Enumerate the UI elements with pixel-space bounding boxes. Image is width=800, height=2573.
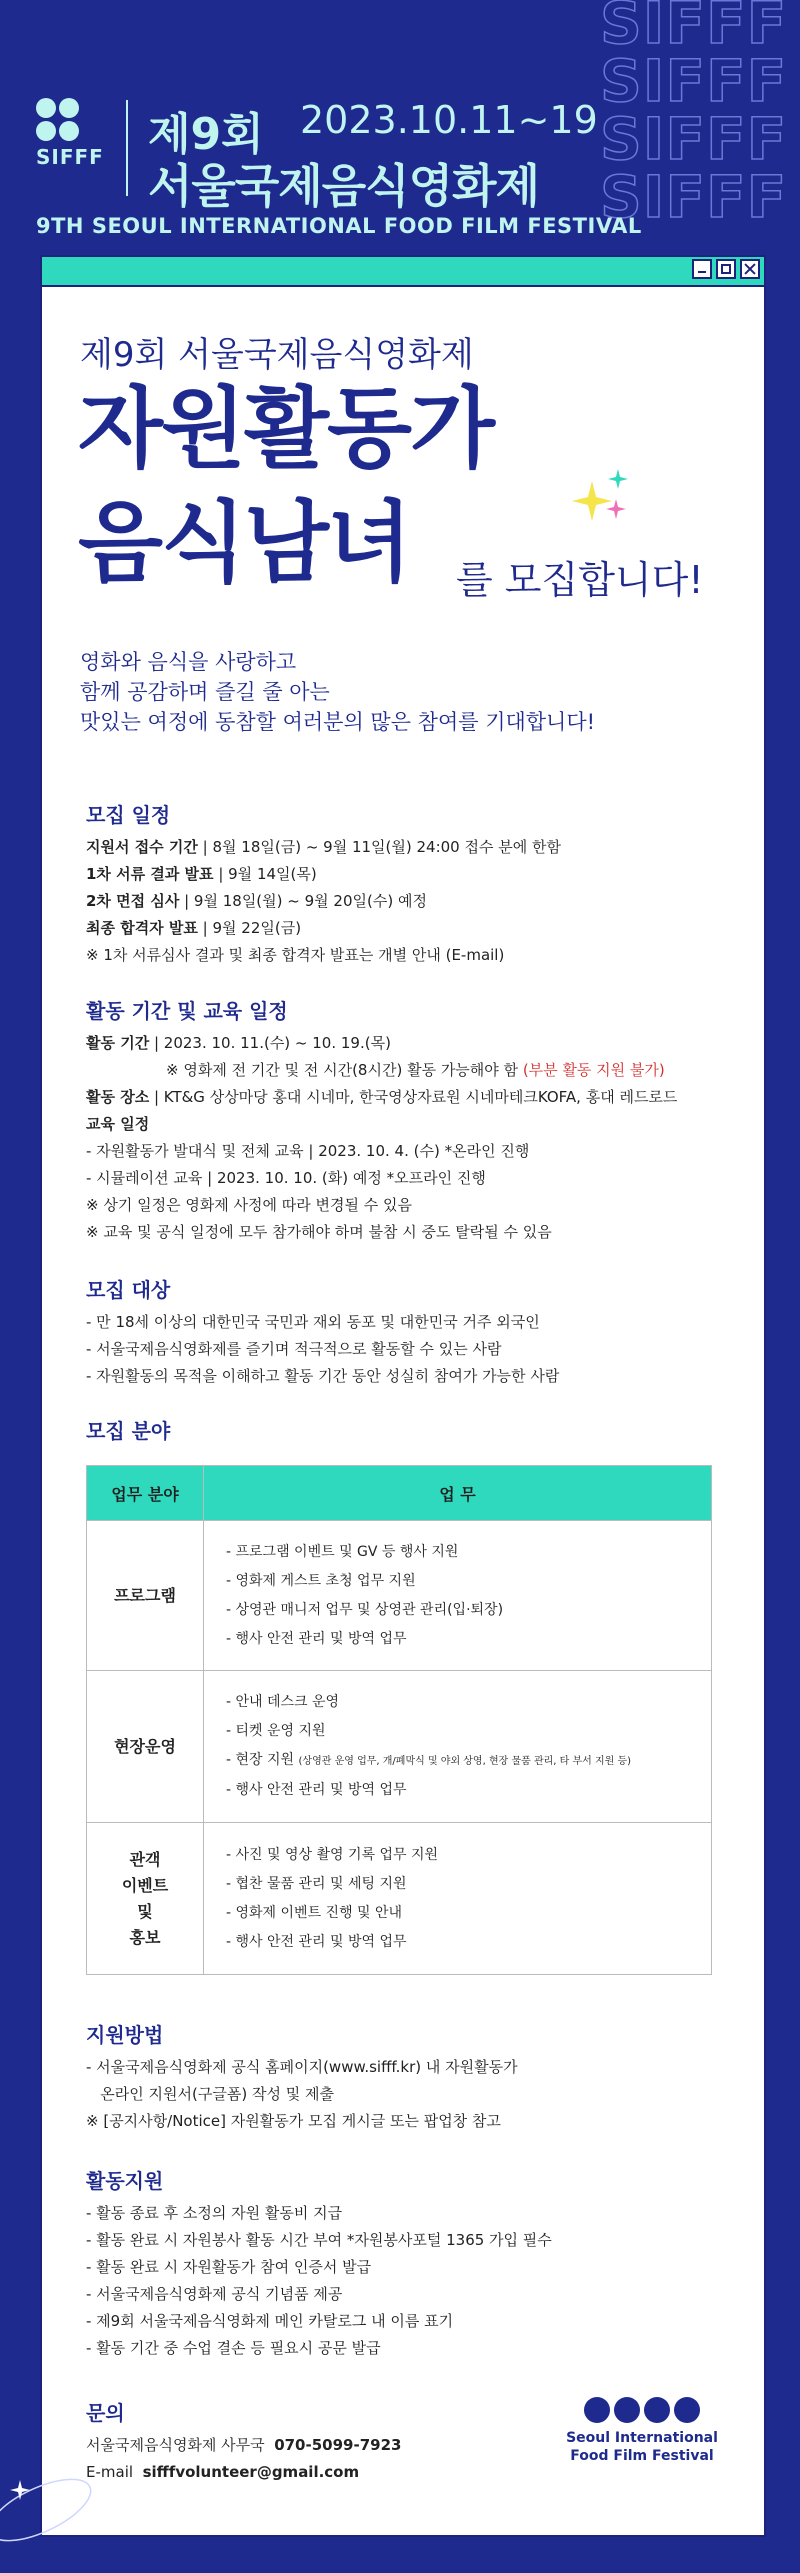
intro-text xyxy=(80,647,595,737)
row-label: 지원서 접수 기간 xyxy=(86,838,198,856)
leaf-icon xyxy=(674,2397,700,2423)
festival-dates: 2023.10.11~19 xyxy=(300,98,598,142)
contact-email-row xyxy=(86,2459,401,2486)
edition: 제9회 xyxy=(148,109,264,160)
section-heading: 모집 대상 xyxy=(86,1278,171,1302)
field-tasks xyxy=(204,1671,712,1823)
section-heading: 지원방법 xyxy=(86,2023,164,2047)
table-header-row xyxy=(87,1466,712,1521)
support-line: - 활동 기간 중 수업 결손 등 필요시 공문 발급 xyxy=(86,2339,381,2357)
task-line: - 상영관 매니저 업무 및 상영관 관리(입·퇴장) xyxy=(226,1601,504,1618)
office-name: 서울국제음식영화제 사무국 xyxy=(86,2436,275,2454)
support-line: - 서울국제음식영화제 공식 기념품 제공 xyxy=(86,2285,343,2303)
section-heading: 활동지원 xyxy=(86,2169,164,2193)
task-line xyxy=(226,1746,689,1776)
intro-line: 맛있는 여정에 동참할 여러분의 많은 참여를 기대합니다! xyxy=(80,710,596,734)
edu-line: ※ 상기 일정은 영화제 사정에 따라 변경될 수 있음 xyxy=(86,1196,413,1214)
fields-section xyxy=(86,1415,170,1450)
schedule-row xyxy=(86,915,561,942)
sifff-watermark xyxy=(600,0,800,231)
festival-title: 서울국제음식영화제 xyxy=(148,159,539,213)
activity-section xyxy=(86,995,677,1246)
email-link[interactable]: sifffvolunteer@gmail.com xyxy=(142,2463,360,2481)
food-icons xyxy=(36,98,80,141)
intro-line: 함께 공감하며 즐길 줄 아는 xyxy=(80,680,330,704)
task-line: - 티켓 운영 지원 xyxy=(226,1723,326,1739)
edu-label xyxy=(86,1111,677,1138)
intro-line: 영화와 음식을 사랑하고 xyxy=(80,650,297,674)
support-line: - 활동 완료 시 자원봉사 활동 시간 부여 *자원봉사포털 1365 가입 필수 xyxy=(86,2231,552,2249)
festival-footer-logo xyxy=(562,2397,722,2465)
period-row xyxy=(86,1030,677,1057)
footer-logo-line: Food Film Festival xyxy=(570,2448,714,2464)
place-row xyxy=(86,1084,677,1111)
apply-line: 온라인 지원서(구글폼) 작성 및 제출 xyxy=(86,2085,334,2103)
apply-line: - 서울국제음식영화제 공식 홈페이지(www.sifff.kr) 내 자원활동가 xyxy=(86,2058,518,2076)
watermark-text: SIFFF xyxy=(600,105,788,173)
field-tasks xyxy=(204,1823,712,1975)
column-header: 업 무 xyxy=(204,1466,712,1521)
edu-line: - 자원활동가 발대식 및 전체 교육 | 2023. 10. 4. (수) *온라인 진행 xyxy=(86,1142,530,1160)
table-row xyxy=(87,1671,712,1823)
schedule-row xyxy=(86,861,561,888)
note-text: ※ 영화제 전 기간 및 전 시간(8시간) 활동 가능해야 함 xyxy=(166,1061,523,1079)
task-line: - 행사 안전 관리 및 방역 업무 xyxy=(226,1782,407,1798)
support-section xyxy=(86,2165,552,2362)
field-tasks xyxy=(204,1521,712,1671)
poster-headline-1: 자원활동가 xyxy=(78,377,494,480)
phone-link[interactable]: 070-5099-7923 xyxy=(274,2436,402,2454)
task-line: - 안내 데스크 운영 xyxy=(226,1694,340,1710)
row-text: | 9월 14일(목) xyxy=(213,865,317,883)
row-text: | 9월 22일(금) xyxy=(197,919,302,937)
window-titlebar xyxy=(42,257,764,287)
field-area: 프로그램 xyxy=(87,1521,204,1671)
schedule-note: ※ 1차 서류심사 결과 및 최종 합격자 발표는 개별 안내 (E-mail) xyxy=(86,946,505,964)
section-heading: 모집 일정 xyxy=(86,803,171,827)
footer-logo-line: Seoul International xyxy=(566,2430,718,2446)
festival-logo xyxy=(36,98,104,169)
contact-phone-row xyxy=(86,2432,401,2459)
maximize-icon[interactable] xyxy=(716,259,736,279)
row-label: 활동 기간 xyxy=(86,1034,150,1052)
apply-line: ※ [공지사항/Notice] 자원활동가 모집 게시글 또는 팝업창 참고 xyxy=(86,2112,501,2130)
task-line: - 프로그램 이벤트 및 GV 등 행사 지원 xyxy=(226,1543,459,1560)
divider xyxy=(126,100,128,196)
row-text: | 8월 18일(금) ~ 9월 11일(월) 24:00 접수 분에 한함 xyxy=(197,838,561,856)
column-header: 업무 분야 xyxy=(87,1466,204,1521)
row-label: 교육 일정 xyxy=(86,1115,150,1133)
task-line: - 영화제 게스트 초청 업무 지원 xyxy=(226,1572,416,1589)
swirl-decoration xyxy=(0,2440,120,2573)
row-text: | 9월 18일(월) ~ 9월 20일(수) 예정 xyxy=(179,892,427,910)
row-label: 최종 합격자 발표 xyxy=(86,919,198,937)
flower-icon xyxy=(36,98,56,118)
apply-section xyxy=(86,2019,518,2135)
fields-table xyxy=(86,1465,712,1975)
task-line: - 영화제 이벤트 진행 및 안내 xyxy=(226,1904,403,1921)
task-detail: (상영관 운영 업무, 개/폐막식 및 야외 상영, 현장 물품 관리, 타 부서 지원 등) xyxy=(298,1756,632,1767)
schedule-section xyxy=(86,799,561,969)
poster-headline-2: 음식남녀 xyxy=(78,491,411,594)
food-icons xyxy=(562,2397,722,2423)
task-line: - 행사 안전 관리 및 방역 업무 xyxy=(226,1933,407,1950)
fish-icon xyxy=(644,2397,670,2423)
fish-icon xyxy=(36,121,56,141)
section-heading: 문의 xyxy=(86,2401,125,2425)
close-icon[interactable] xyxy=(740,259,760,279)
drop-icon xyxy=(614,2397,640,2423)
row-label: 활동 장소 xyxy=(86,1088,150,1106)
logo-text: SIFFF xyxy=(36,145,104,169)
row-text: | 2023. 10. 11.(수) ~ 10. 19.(목) xyxy=(149,1034,391,1052)
target-line: - 서울국제음식영화제를 즐기며 적극적으로 활동할 수 있는 사람 xyxy=(86,1340,502,1358)
row-label: 2차 면접 심사 xyxy=(86,892,180,910)
recruit-text: 를 모집합니다! xyxy=(456,558,704,602)
section-heading: 모집 분야 xyxy=(86,1419,171,1443)
table-row xyxy=(87,1823,712,1975)
row-label: 1차 서류 결과 발표 xyxy=(86,865,214,883)
leaf-icon xyxy=(59,121,79,141)
table-row xyxy=(87,1521,712,1671)
warning-text: (부분 활동 지원 불가) xyxy=(522,1061,665,1079)
flower-icon xyxy=(584,2397,610,2423)
section-heading: 활동 기간 및 교육 일정 xyxy=(86,999,288,1023)
task-line: - 협찬 물품 관리 및 세팅 지원 xyxy=(226,1875,407,1892)
edu-line: - 시뮬레이션 교육 | 2023. 10. 10. (화) 예정 *오프라인 진행 xyxy=(86,1169,486,1187)
festival-english-title: 9TH SEOUL INTERNATIONAL FOOD FILM FESTIVAL xyxy=(36,214,642,238)
watermark-text: SIFFF xyxy=(600,163,788,231)
watermark-text: SIFFF xyxy=(600,0,788,57)
poster-subtitle: 제9회 서울국제음식영화제 xyxy=(80,335,474,375)
field-area: 현장운영 xyxy=(87,1671,204,1823)
watermark-text: SIFFF xyxy=(600,47,788,115)
period-note xyxy=(86,1057,677,1084)
email-label: E-mail xyxy=(86,2463,143,2481)
support-line: - 활동 완료 시 자원활동가 참여 인증서 발급 xyxy=(86,2258,372,2276)
field-area: 관객 이벤트 및 홍보 xyxy=(87,1823,204,1975)
minimize-icon[interactable] xyxy=(692,259,712,279)
drop-icon xyxy=(59,98,79,118)
support-line: - 제9회 서울국제음식영화제 메인 카탈로그 내 이름 표기 xyxy=(86,2312,454,2330)
festival-header xyxy=(0,0,800,250)
poster-window xyxy=(40,255,766,2537)
target-section xyxy=(86,1274,559,1390)
sparkle-icon xyxy=(566,467,636,531)
target-line: - 만 18세 이상의 대한민국 국민과 재외 동포 및 대한민국 거주 외국인 xyxy=(86,1313,540,1331)
contact-section xyxy=(86,2397,401,2486)
row-text: | KT&G 상상마당 홍대 시네마, 한국영상자료원 시네마테크KOFA, 홍대 레드로드 xyxy=(149,1088,678,1106)
schedule-row xyxy=(86,834,561,861)
support-line: - 활동 종료 후 소정의 자원 활동비 지급 xyxy=(86,2204,343,2222)
target-line: - 자원활동의 목적을 이해하고 활동 기간 동안 성실히 참여가 가능한 사람 xyxy=(86,1367,560,1385)
task-line: - 행사 안전 관리 및 방역 업무 xyxy=(226,1630,407,1647)
task-text: - 현장 지원 xyxy=(226,1752,295,1768)
edu-line: ※ 교육 및 공식 일정에 모두 참가해야 하며 불참 시 중도 탈락될 수 있음 xyxy=(86,1223,552,1241)
task-line: - 사진 및 영상 촬영 기록 업무 지원 xyxy=(226,1846,439,1863)
schedule-row xyxy=(86,888,561,915)
